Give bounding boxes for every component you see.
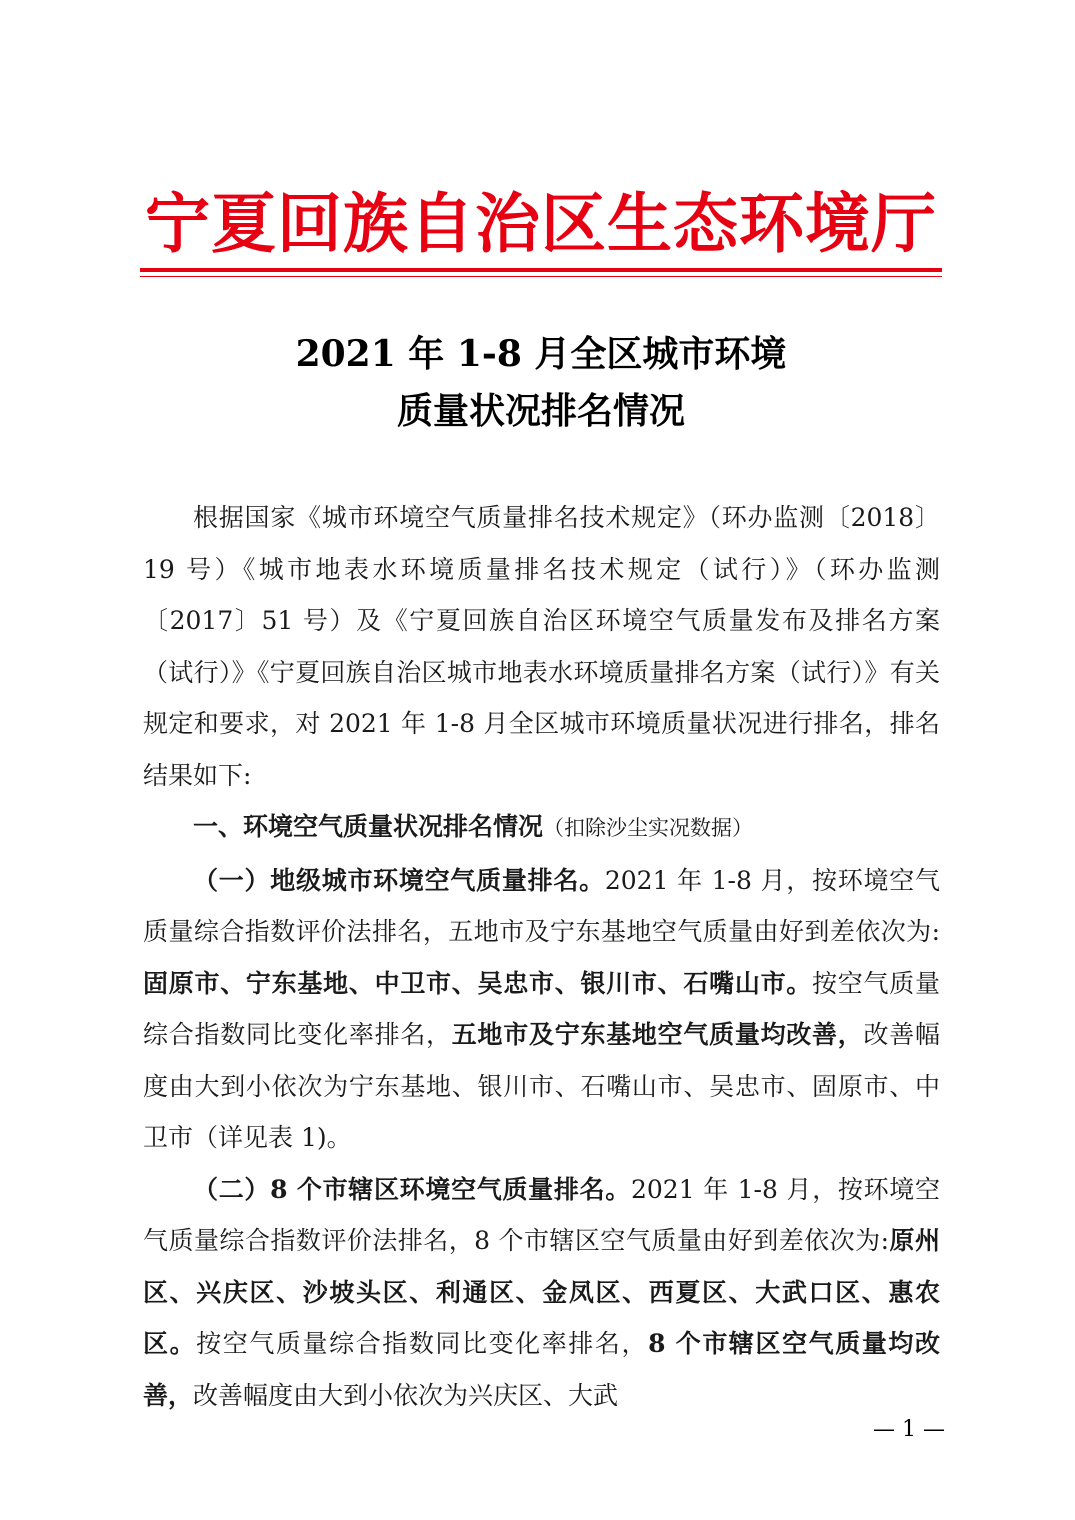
paragraph-1-text-a: 2021 年 1-8 月，按环境空气质量综合指数评价法排名，五地市及宁东基地空气质量由好到差依次为: [143, 865, 940, 946]
paragraph-1-text-c: 改善幅度由大到小依次为宁东基地、银川市、石嘴山市、吴忠市、固原市、中卫市（详见表 1)。 [143, 1020, 940, 1152]
section-1-heading [143, 801, 940, 855]
paragraph-1-heading: （一）地级城市环境空气质量排名。 [193, 865, 605, 895]
paragraph-2-heading: （二）8 个市辖区环境空气质量排名。 [193, 1174, 631, 1204]
document-body [143, 492, 940, 1421]
paragraph-2-text-b: 按空气质量综合指数同比变化率排名， [196, 1329, 649, 1358]
document-title-line-2: 质量状况排名情况 [396, 390, 685, 432]
paragraph-2-improve: 8 个市辖区空气质量均改善， [143, 1329, 940, 1410]
paragraph-districts [143, 1164, 940, 1422]
intro-paragraph: 根据国家《城市环境空气质量排名技术规定》（环办监测〔2018〕19 号）《城市地表水环境质量排名技术规定（试行）》（环办监测〔2017〕51 号）及《宁夏回族自治区环境空气质量发布及排名方案（试行）》《宁夏回族自治区城市地表水环境质量排名方案（试行）》有关规定和要求，对 2021 年 1-8 月全区城市环境质量状况进行排名，排名结果如下: [143, 503, 940, 790]
paragraph-2-ranking: 原州区、兴庆区、沙坡头区、利通区、金凤区、西夏区、大武口区、惠农区。 [143, 1226, 940, 1358]
paragraph-prefecture-cities [143, 855, 940, 1164]
section-1-title: 一、环境空气质量状况排名情况 [193, 812, 544, 841]
document-header-org-name: 宁夏回族自治区生态环境厅 [144, 186, 937, 262]
paragraph-1-text-b: 按空气质量综合指数同比变化率排名， [143, 968, 940, 1049]
paragraph-2-text-a: 2021 年 1-8 月，按环境空气质量综合指数评价法排名，8 个市辖区空气质量由好到差依次为: [143, 1174, 940, 1255]
document-title-line-1: 2021 年 1-8 月全区城市环境 [295, 333, 787, 375]
section-1-note: （扣除沙尘实况数据） [543, 816, 754, 840]
header-red-rule-thick [140, 268, 942, 272]
header-red-rule-thin [140, 276, 942, 277]
paragraph-1-improve: 五地市及宁东基地空气质量均改善， [451, 1020, 864, 1049]
paragraph-2-text-c: 改善幅度由大到小依次为兴庆区、大武 [193, 1380, 619, 1410]
paragraph-1-ranking: 固原市、宁东基地、中卫市、吴忠市、银川市、石嘴山市。 [143, 968, 813, 998]
page-number: — 1 — [873, 1417, 945, 1442]
